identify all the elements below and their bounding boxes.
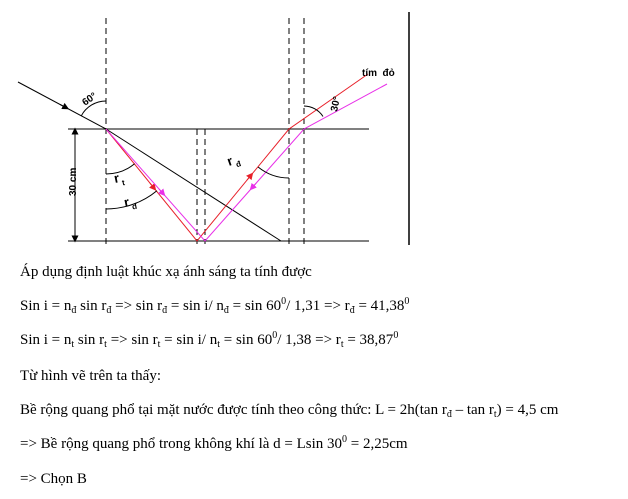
svg-text:r: r xyxy=(224,152,235,169)
red-ray xyxy=(106,74,368,241)
depth-label: 30 cm xyxy=(68,167,79,196)
text-line-1: Áp dụng định luật khúc xạ ánh sáng ta tính được xyxy=(20,264,312,280)
text-line-5: Bề rộng quang phổ tại mặt nước được tính theo công thức: L = 2h(tan $r_đ - \tan r_t) = 4,5$ cm xyxy=(20,402,559,420)
red-ray-arrow-up xyxy=(247,175,251,180)
incidence-angle-label: 60° xyxy=(80,90,100,109)
violet-ray xyxy=(106,84,387,241)
exit-angle-label: 30° xyxy=(329,95,344,113)
svg-text:đ: đ xyxy=(234,159,243,170)
incident-ray-arrow xyxy=(60,104,66,107)
text-line-4: Từ hình vẽ trên ta thấy: xyxy=(20,368,162,384)
svg-text:đ: đ xyxy=(131,201,138,212)
svg-text:t: t xyxy=(121,178,126,188)
ray-colors-label: tím đỏ xyxy=(362,68,395,79)
r-d-label xyxy=(123,193,138,213)
violet-ray-arrow-down xyxy=(159,189,163,194)
r-d-refraction-label xyxy=(225,151,242,172)
svg-text:r: r xyxy=(112,170,121,186)
r-t-angle-arc xyxy=(106,164,135,174)
red-ray-arrow-down xyxy=(150,183,154,188)
text-line-6: => Bề rộng quang phổ trong không khí là d = Lsin $30^0 = 2,25cm$ xyxy=(20,434,408,452)
text-line-7: => Chọn B xyxy=(20,471,87,487)
violet-ray-arrow-up xyxy=(252,183,256,188)
text-line-2: Sin $i = n_đ$ $\sin r_đ => \sin r_đ = \sin i/$ $n_đ = \sin 60^0/$ $1,31 => r_đ = 41,38^0$ xyxy=(20,296,410,316)
text-line-3: Sin $i = n_t$ $\sin r_t => \sin r_t = \sin i/$ $n_t = \sin 60^0/$ $1,38 => r_t = 38,87^0$ xyxy=(20,330,399,350)
svg-text:r: r xyxy=(122,194,131,210)
